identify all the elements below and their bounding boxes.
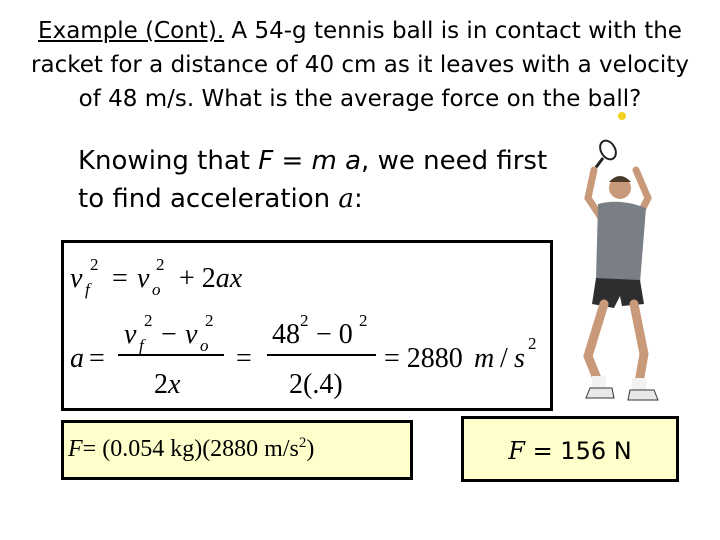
newton-formula: F = m a [258,146,362,176]
svg-text:f: f [139,336,144,355]
svg-text:=: = [236,343,252,374]
knowing-text-1: Knowing that [78,146,259,176]
force-result [461,416,679,482]
svg-text:2x: 2x [154,369,181,400]
equations-svg [64,243,550,408]
svg-text:o: o [200,336,209,355]
svg-text:2: 2 [144,311,153,330]
svg-text:=: = [89,343,105,374]
acceleration-var: a [338,184,354,214]
svg-text:=: = [112,263,128,294]
problem-text: A 54-g tennis ball is in contact with the racket for a distance of 40 cm as it leaves with a velocity of 48 m/s. What is the average force on the ball? [31,18,689,112]
svg-text:v: v [185,319,198,350]
svg-text:− 0: − 0 [316,319,353,350]
svg-text:2: 2 [300,311,309,330]
svg-text:−: − [161,319,177,350]
svg-text:+ 2ax: + 2ax [179,263,243,294]
svg-text:o: o [152,280,161,299]
svg-text:2(.4): 2(.4) [289,369,343,400]
problem-statement [30,14,690,116]
svg-text:48: 48 [272,319,300,350]
svg-text:2: 2 [528,334,537,353]
svg-text:v: v [124,319,137,350]
force-value: = 156 N [524,437,632,465]
svg-text:f: f [85,280,90,299]
svg-text:a: a [70,343,84,374]
equation-box [61,240,553,411]
force-symbol: F [508,437,525,465]
svg-text:/: / [500,343,508,374]
svg-text:v: v [137,263,150,294]
knowing-statement [78,142,548,218]
acceleration-equation [70,311,537,400]
svg-text:2: 2 [156,255,165,274]
knowing-colon: : [353,184,363,214]
svg-text:v: v [70,263,83,294]
kinematics-equation [70,255,243,299]
svg-text:2: 2 [205,311,214,330]
example-label: Example (Cont). [38,18,225,44]
tennis-player-image [548,108,678,408]
svg-text:2: 2 [359,311,368,330]
svg-text:= 2880: = 2880 [384,343,463,374]
svg-text:s: s [514,343,525,374]
knowing-text-2: , we need first to find acceleration [78,146,548,214]
tennis-ball-icon [618,112,626,120]
force-calculation: F= (0.054 kg)(2880 $m/s^2$) [61,420,413,480]
svg-text:m: m [474,343,495,374]
svg-text:2: 2 [90,255,99,274]
